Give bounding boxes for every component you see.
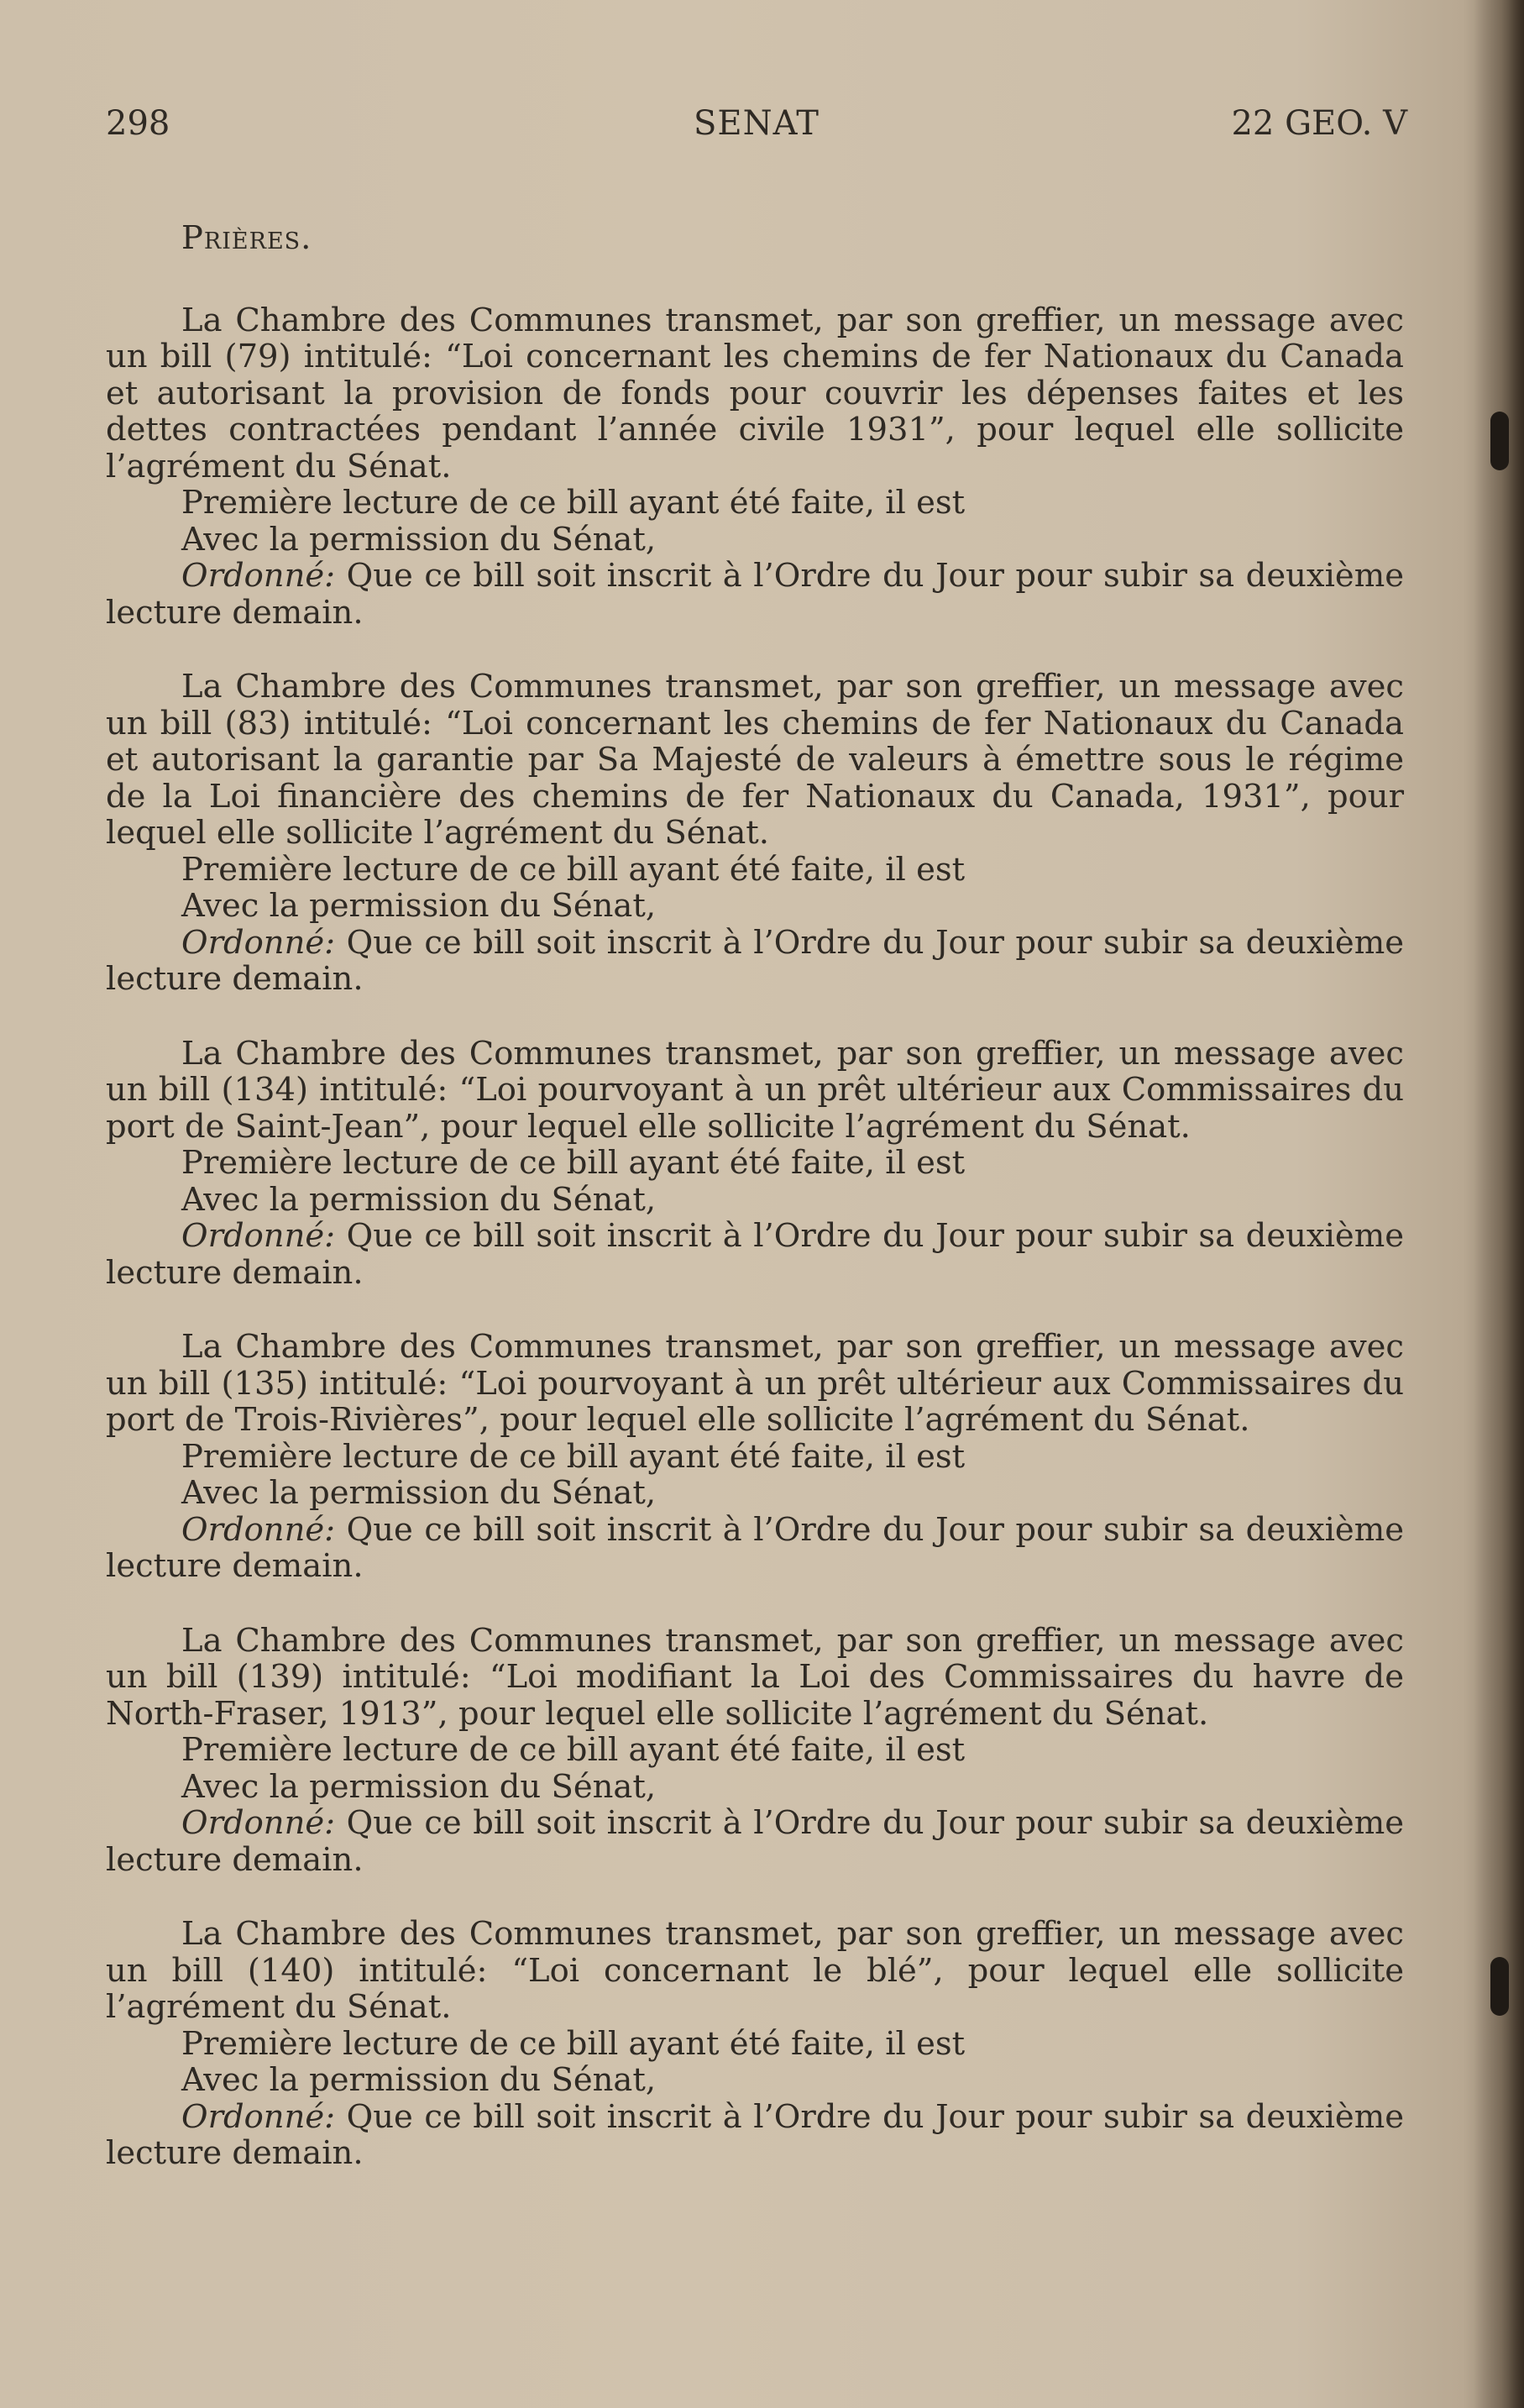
order-paragraph: [106, 1512, 1404, 1585]
bill-entry: [106, 1623, 1404, 1879]
header-title: SENAT: [694, 104, 820, 143]
order-paragraph: [106, 1218, 1404, 1291]
first-reading-line: Première lecture de ce bill ayant été faite, il est: [181, 850, 966, 889]
order-text: Que ce bill soit inscrit à l’Ordre du Jour pour subir sa deuxième lecture demain.: [106, 923, 1404, 998]
permission-line: Avec la permission du Sénat,: [181, 1474, 657, 1512]
binding-edge-shadow: [1474, 0, 1524, 2408]
order-label: Ordonné:: [181, 1217, 336, 1255]
page-number: 298: [106, 104, 170, 143]
bill-message: La Chambre des Communes transmet, par son greffier, un message avec un bill (135) intitulé: “Loi pourvoyant à un prêt ultérieur aux Commissaires du port de Trois-Rivières”, pour lequel elle sollicite l’agrément du Sénat.: [106, 1328, 1404, 1439]
order-label: Ordonné:: [181, 1804, 336, 1842]
header-reign: 22 GEO. V: [1231, 104, 1407, 143]
order-text: Que ce bill soit inscrit à l’Ordre du Jour pour subir sa deuxième lecture demain.: [106, 1510, 1404, 1585]
bill-entry: [106, 302, 1404, 632]
permission-line: Avec la permission du Sénat,: [181, 1180, 657, 1219]
bill-entry: [106, 1329, 1404, 1585]
first-reading-line: Première lecture de ce bill ayant été faite, il est: [181, 1437, 966, 1476]
permission-line: Avec la permission du Sénat,: [181, 520, 657, 559]
order-paragraph: [106, 925, 1404, 998]
permission-line: Avec la permission du Sénat,: [181, 2061, 657, 2099]
order-paragraph: [106, 1805, 1404, 1878]
order-label: Ordonné:: [181, 923, 336, 962]
order-paragraph: [106, 2099, 1404, 2172]
binding-hole: [1490, 1957, 1509, 2016]
bill-entry: [106, 1036, 1404, 1292]
first-reading-line: Première lecture de ce bill ayant été faite, il est: [181, 1144, 966, 1182]
first-reading-line: Première lecture de ce bill ayant été faite, il est: [181, 1731, 966, 1769]
order-text: Que ce bill soit inscrit à l’Ordre du Jour pour subir sa deuxième lecture demain.: [106, 557, 1404, 632]
order-text: Que ce bill soit inscrit à l’Ordre du Jour pour subir sa deuxième lecture demain.: [106, 2097, 1404, 2172]
order-label: Ordonné:: [181, 1510, 336, 1549]
bill-message: La Chambre des Communes transmet, par son greffier, un message avec un bill (139) intitulé: “Loi modifiant la Loi des Commissaires du havre de North-Fraser, 1913”, pour lequel elle sollicite l’agrément du Sénat.: [106, 1621, 1404, 1733]
bill-message: La Chambre des Communes transmet, par son greffier, un message avec un bill (140) intitulé: “Loi concernant le blé”, pour lequel elle sollicite l’agrément du Sénat.: [106, 1915, 1404, 2026]
bill-message: La Chambre des Communes transmet, par son greffier, un message avec un bill (79) intitulé: “Loi concernant les chemins de fer Nationaux du Canada et autorisant la provision de fonds pour couvrir les dépenses faites et les dettes contractées pendant l’année civile 1931”, pour lequel elle sollicite l’agrément du Sénat.: [106, 301, 1404, 485]
order-label: Ordonné:: [181, 557, 336, 595]
order-paragraph: [106, 558, 1404, 631]
journal-body: [106, 220, 1404, 2210]
bill-message: La Chambre des Communes transmet, par son greffier, un message avec un bill (134) intitulé: “Loi pourvoyant à un prêt ultérieur aux Commissaires du port de Saint-Jean”, pour lequel elle sollicite l’agrément du Sénat.: [106, 1034, 1404, 1146]
prayers-heading: Prières.: [181, 219, 312, 257]
order-text: Que ce bill soit inscrit à l’Ordre du Jour pour subir sa deuxième lecture demain.: [106, 1217, 1404, 1292]
first-reading-line: Première lecture de ce bill ayant été faite, il est: [181, 484, 966, 522]
running-header: [106, 104, 1407, 146]
binding-hole: [1490, 412, 1509, 470]
permission-line: Avec la permission du Sénat,: [181, 1767, 657, 1806]
order-text: Que ce bill soit inscrit à l’Ordre du Jour pour subir sa deuxième lecture demain.: [106, 1804, 1404, 1879]
first-reading-line: Première lecture de ce bill ayant été faite, il est: [181, 2024, 966, 2063]
permission-line: Avec la permission du Sénat,: [181, 887, 657, 925]
bill-message: La Chambre des Communes transmet, par son greffier, un message avec un bill (83) intitulé: “Loi concernant les chemins de fer Nationaux du Canada et autorisant la garantie par Sa Majesté de valeurs à émettre sous le régime de la Loi financière des chemins de fer Nationaux du Canada, 1931”, pour lequel elle sollicite l’agrément du Sénat.: [106, 668, 1404, 852]
bill-entry: [106, 1916, 1404, 2172]
bill-entry: [106, 669, 1404, 998]
order-label: Ordonné:: [181, 2097, 336, 2136]
